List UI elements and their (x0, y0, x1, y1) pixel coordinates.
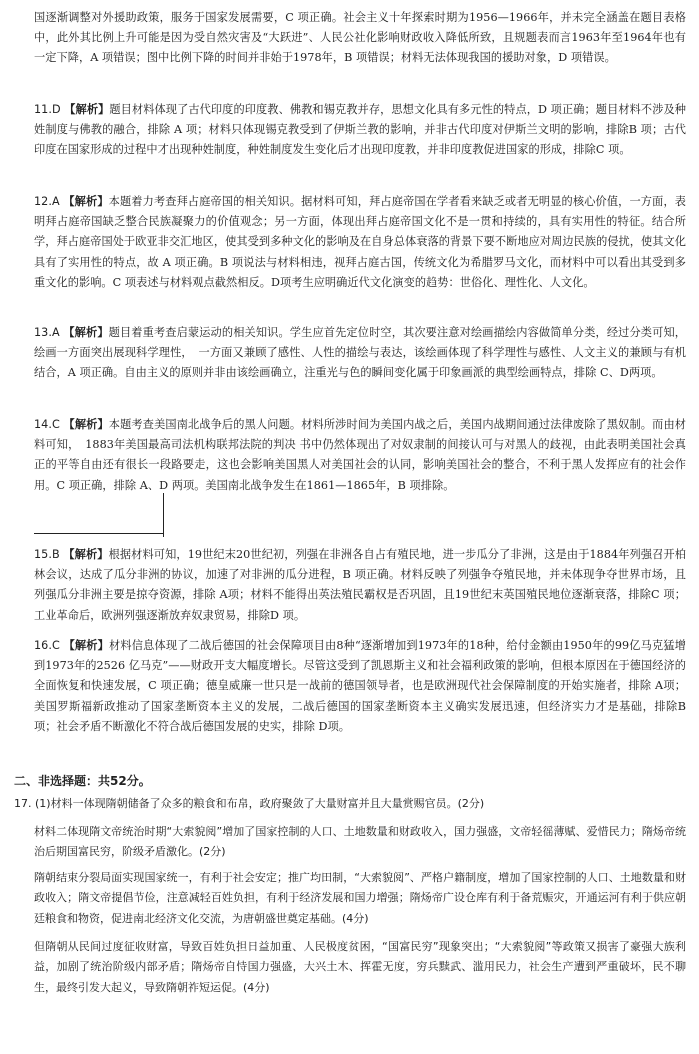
answer-number: 12.A (34, 195, 60, 208)
answer-number: 16.C (34, 639, 60, 652)
answer-17-para2: 材料二体现隋文帝统治时期“大索貌阅”增加了国家控制的人口、土地数量和财政收入，国力强盛，文帝轻徭薄赋、爱惜民力；隋炀帝统治后期国富民穷，阶级矛盾激化。(2分) (34, 825, 686, 859)
section-heading: 二、非选择题：共52分。 (14, 774, 151, 788)
answer-15 (34, 545, 686, 626)
answer-number: 14.C (34, 418, 60, 431)
answer-14 (34, 415, 686, 496)
answer-16 (34, 636, 686, 737)
answer-text: 本题着力考查拜占庭帝国的相关知识。据材料可知，拜占庭帝国在学者看来缺乏或者无明显的核心价值，一方面，表明拜占庭帝国缺乏整合民族凝聚力的价值观念；另一方面，体现出拜占庭帝国文化不是一贯和持续的，具有实用性的特征。结合所学，拜占庭帝国处于欧亚非交汇地区，使其受到多种文化的影响及在自身总体衰落的背景下要不断地应对周边民族的侵扰，使其文化具有了实用性的特点，故 A 项正确。B 项说法与材料相违，视拜占庭古国，传统文化为希腊罗马文化，而材料中可以看出其受到多重文化的影响。C 项表述与材料观点截然相反。D项考生应明确近代文化演变的趋势：世俗化、理性化、人文化。 (34, 195, 687, 289)
answer-text: 材料信息体现了二战后德国的社会保障项目由8种“逐渐增加到1973年的18种，给付金额由1950年的99亿马克猛增到1973年的2526 亿马克”——财政开支大幅度增长。尽管这受到了凯恩斯主义和社会福利政策的影响，但根本原因在于德国经济的全面恢复和快速发展，C 项正确；德皇威廉一世只是一战前的德国领导者，也是欧洲现代社会保障制度的开始实施者，排除 A项；美国罗斯福新政推动了国家垄断资本主义的发展，二战后德国的国家垄断资本主义确实发展迅速，但经济实力才是基础，排除B 项；社会矛盾不断激化不符合战后德国发展的史实，排除 D项。 (34, 639, 687, 733)
answer-text: 题目着重考查启蒙运动的相关知识。学生应首先定位时空，其次要注意对绘画描绘内容做简单分类，经过分类可知，绘画一方面突出展现科学理性， 一方面又兼顾了感性、人性的描绘与表达，该绘画体现了科学理性与感性、人文主义的兼顾与有机结合，A 项正确。自由主义的原则并非由该绘画确立，注重光与色的瞬间变化属于印象画派的典型绘画特点，排除 C、D两项。 (34, 326, 687, 380)
answer-text: 本题考查美国南北战争后的黑人问题。材料所涉时间为美国内战之后，美国内战期间通过法律废除了黑奴制。而由材料可知， 1883年美国最高司法机构联邦法院的判决 书中仍然体现出了对奴隶制的间接认可与对黑人的歧视，由此表明美国社会真正的平等自由还有很长一段路要走，这也会影响美国黑人对美国社会的认同，影响美国社会的整合，不利于黑人发挥应有的社会作用。C 项正确，排除 A、D 两项。美国南北战争发生在1861—1865年，B 项排除。 (34, 418, 687, 492)
answer-number: 15.B (34, 548, 60, 561)
answer-17-para3: 隋朝结束分裂局面实现国家统一，有利于社会安定；推广均田制，“大索貌阅”、严格户籍制度，增加了国家控制的人口、土地数量和财政收入；隋文帝提倡节俭，注意减轻百姓负担，有利于经济发展和国力增强；隋炀帝广设仓库有利于备荒赈灾，开通运河有利于供应朝廷粮食和物资，促进南北经济文化交流，为唐朝盛世奠定基础。(4分) (34, 871, 686, 925)
answer-13 (34, 323, 686, 384)
answer-number: 13.A (34, 326, 60, 339)
analysis-tag: 【解析】 (63, 418, 109, 431)
answer-number: 11.D (34, 103, 61, 116)
annotation-line-vertical (163, 493, 164, 537)
answer-12 (34, 192, 686, 293)
answer-text: 题目材料体现了古代印度的印度教、佛教和锡克教并存，思想文化具有多元性的特点，D 项正确；题目材料不涉及种姓制度与佛教的融合，排除 A 项；材料只体现锡克教受到了伊斯兰教的影响，并非古代印度对伊斯兰文明的影响，排除B 项；古代印度在国家形成的过程中才出现种姓制度，种姓制度发生变化后才出现印度教，并非印度教促进国家的形成，排除C 项。 (34, 103, 686, 157)
analysis-tag: 【解析】 (63, 195, 109, 208)
intro-paragraph: 国逐渐调整对外援助政策，服务于国家发展需要，C 项正确。社会主义十年探索时期为1956—1966年，并未完全涵盖在题目表格中，此外其比例上升可能是因为受自然灾害及“大跃进”、人民公社化影响财政收入降低所致，且规题表而言1963年至1964年也有一定下降，A 项错误；图中比例下降的时间并非始于1978年，B 项错误；材料无法体现我国的援助对象，D 项错误。 (34, 11, 686, 65)
answer-11 (34, 100, 686, 161)
answer-17-para4: 但隋朝从民间过度征收财富，导致百姓负担日益加重、人民极度贫困，“国富民穷”现象突出；“大索貌阅”等政策又损害了豪强大族利益，加剧了统治阶级内部矛盾；隋炀帝自恃国力强盛，大兴土木、挥霍无度，穷兵黩武、滥用民力，社会生产遭到严重破坏，民不聊生，最终引发大起义，导致隋朝祚短运促。(4分) (34, 940, 686, 994)
annotation-line-horizontal (34, 533, 164, 534)
analysis-tag: 【解析】 (63, 639, 110, 652)
analysis-tag: 【解析】 (64, 103, 110, 116)
analysis-tag: 【解析】 (63, 548, 109, 561)
answer-text: 根据材料可知，19世纪末20世纪初，列强在非洲各自占有殖民地，进一步瓜分了非洲，这是由于1884年列强召开柏林会议，达成了瓜分非洲的协议，加速了对非洲的瓜分进程，B 项正确。材料反映了列强争夺殖民地，并未体现争夺世界市场，且列强瓜分非洲主要是掠夺资源，排除 A项；材料不能得出英法殖民霸权是否巩固，且19世纪末英国殖民地位逐渐衰落，排除C 项；工业革命后，欧洲列强逐渐放弃奴隶贸易，排除D 项。 (34, 548, 687, 622)
answer-17-part1: 17. (1)材料一体现隋朝储备了众多的粮食和布帛，政府聚敛了大量财富并且大量赏赐官员。(2分) (14, 797, 485, 810)
analysis-tag: 【解析】 (63, 326, 109, 339)
